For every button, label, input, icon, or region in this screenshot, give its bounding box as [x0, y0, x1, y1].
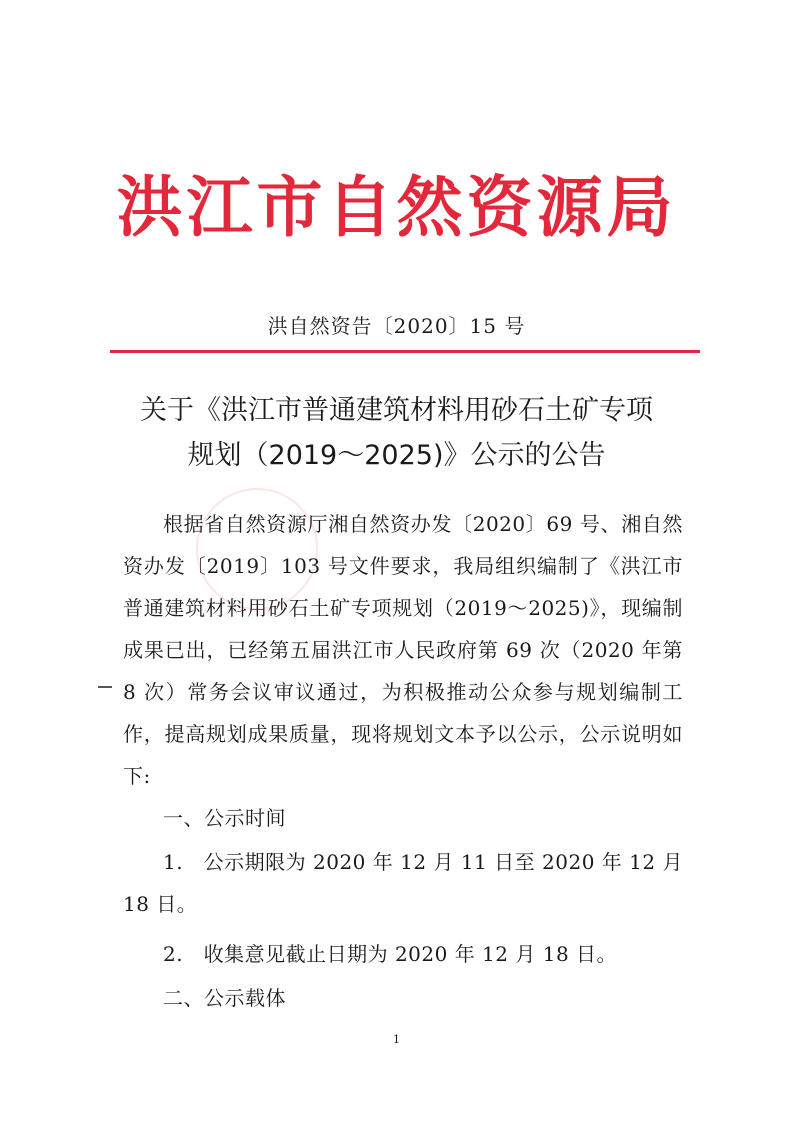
- red-header-divider: [110, 350, 700, 353]
- page-number: 1: [393, 1033, 400, 1046]
- document-number: 洪自然资告〔2020〕15 号: [267, 314, 526, 338]
- section-1-title: 一、公示时间: [163, 806, 286, 830]
- issuing-authority-title: 洪江市自然资源局: [116, 169, 677, 246]
- notice-heading: [90, 388, 703, 478]
- margin-mark: [98, 686, 112, 688]
- section-2-title: 二、公示载体: [163, 986, 286, 1010]
- list-item: 2. 收集意见截止日期为 2020 年 12 月 18 日。: [163, 942, 618, 966]
- intro-paragraph: 根据省自然资源厅湘自然资办发〔2020〕69 号、湘自然资办发〔2019〕103 号文件要求，我局组织编制了《洪江市普通建筑材料用砂石土矿专项规划（2019～2025)》，现编制成果已出，已经第五届洪江市人民政府第 69 次（2020 年第 8 次）常务会议审议通过，为积极推动公众参与规划编制工作，提高规划成果质量，现将规划文本予以公示，公示说明如下:: [123, 512, 683, 788]
- list-item: 1. 公示期限为 2020 年 12 月 11 日至 2020 年 12 月 18 日。: [123, 850, 683, 916]
- notice-body: [123, 503, 683, 1019]
- heading-line-1: 关于《洪江市普通建筑材料用砂石土矿专项: [140, 395, 653, 426]
- heading-line-2: 规划（2019～2025)》公示的公告: [187, 440, 606, 471]
